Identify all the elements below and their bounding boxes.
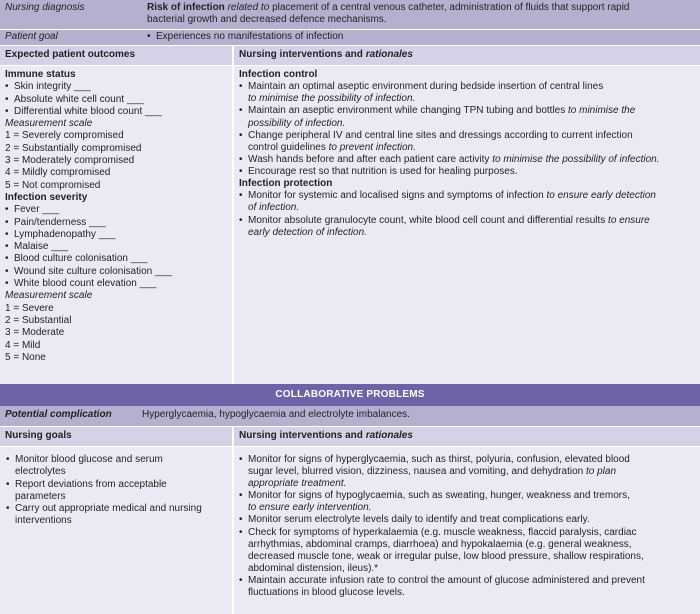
scale-item: 4 = Mild <box>5 339 41 351</box>
scale-item: 2 = Substantially compromised <box>5 142 142 154</box>
infection-control-title: Infection control <box>239 69 318 80</box>
list-item: • White blood count elevation ___ <box>5 278 227 290</box>
infection-protection-title: Infection protection <box>239 178 333 190</box>
list-item: • Wash hands before and after each patient care activity to minimise the possibility of infection. <box>239 154 695 166</box>
list-item: • Maintain an aseptic environment while changing TPN tubing and bottles to minimise the possibility of infection. <box>239 105 695 129</box>
scale-item: 1 = Severely compromised <box>5 130 124 142</box>
list-item: • Report deviations from acceptable parameters <box>6 479 227 504</box>
list-item: • Check for symptoms of hyperkalaemia (e.g. muscle weakness, flaccid paralysis, cardiac arrhythmias, abdominal cramps, diarrhoea) and hypokalaemia (e.g. general weakness, decreased muscle tone, weak or irregular pulse, low blood pressure, shallow respirations, abdominal distension, ileus).* <box>239 527 695 575</box>
list-item: • Wound site culture colonisation ___ <box>5 266 227 278</box>
list-item: • Differential white blood count ___ <box>5 106 227 118</box>
patient-goal-label: Patient goal <box>5 31 58 42</box>
collaborative-problems-title: COLLABORATIVE PROBLEMS <box>275 389 425 400</box>
table1-header-row <box>0 45 700 65</box>
list-item: • Carry out appropriate medical and nursing interventions <box>6 503 227 528</box>
collab-interventions-list <box>239 454 695 599</box>
potential-complication-text: Hyperglycaemia, hypoglycaemia and electrolyte imbalances. <box>142 409 410 420</box>
interventions-header: Nursing interventions and rationales <box>239 49 413 60</box>
infection-control-list <box>239 81 695 178</box>
nursing-diagnosis-text-line1: Risk of infection related to placement of a central venous catheter, administration of fluids that support rapid <box>147 2 630 13</box>
list-item: • Lymphadenopathy ___ <box>5 229 227 241</box>
immune-status-list <box>5 81 227 118</box>
list-item: • Monitor for signs of hypoglycaemia, such as sweating, hunger, weakness and tremors, to ensure early intervention. <box>239 490 695 514</box>
related-to: related to <box>227 2 270 13</box>
scale-item: 5 = Not compromised <box>5 179 101 191</box>
patient-goal-item: • Experiences no manifestations of infection <box>147 31 695 43</box>
list-item: • Skin integrity ___ <box>5 81 227 93</box>
list-item: • Fever ___ <box>5 204 227 216</box>
expected-outcomes-header: Expected patient outcomes <box>5 49 136 60</box>
nursing-goals-header: Nursing goals <box>5 430 72 441</box>
table1-body-row <box>0 65 700 384</box>
table2-body-row <box>0 446 700 614</box>
table2-header-row <box>0 426 700 446</box>
list-item: • Absolute white cell count ___ <box>5 94 227 106</box>
measurement-scale-title: Measurement scale <box>5 290 93 302</box>
list-item: • Maintain an optimal aseptic environment during bedside insertion of central lines to minimise the possibility of infection. <box>239 81 695 105</box>
list-item: • Malaise ___ <box>5 241 227 253</box>
nursing-goals-list <box>6 454 227 528</box>
collaborative-problems-banner <box>0 384 700 406</box>
scale-item: 2 = Substantial <box>5 314 72 326</box>
measurement-scale-title: Measurement scale <box>5 118 93 130</box>
nursing-goals-column <box>0 447 232 614</box>
list-item: • Monitor absolute granulocyte count, white blood cell count and differential results to ensure early detection of infection. <box>239 215 695 239</box>
potential-complication-row <box>0 406 700 426</box>
immune-status-title: Immune status <box>5 69 76 80</box>
infection-protection-list <box>239 190 695 238</box>
list-item: • Monitor for systemic and localised signs and symptoms of infection to ensure early detection of infection. <box>239 190 695 214</box>
list-item: • Maintain accurate infusion rate to control the amount of glucose administered and prevent fluctuations in blood glucose levels. <box>239 575 695 599</box>
list-item: • Monitor for signs of hyperglycaemia, such as thirst, polyuria, confusion, elevated blood sugar level, blurred vision, dizziness, nausea and vomiting, and dehydration to plan appropriate treatment. <box>239 454 695 490</box>
nursing-diagnosis-title: Risk of infection <box>147 2 225 13</box>
scale-item: 1 = Severe <box>5 302 54 314</box>
interventions-column <box>234 66 700 384</box>
scale-item: 3 = Moderate <box>5 327 65 339</box>
list-item: • Pain/tenderness ___ <box>5 217 227 229</box>
scale-item: 4 = Mildly compromised <box>5 167 111 179</box>
scale-item: 3 = Moderately compromised <box>5 155 135 167</box>
list-item: • Monitor serum electrolyte levels daily to identify and treat complications early. <box>239 514 695 526</box>
list-item: • Blood culture colonisation ___ <box>5 253 227 265</box>
infection-severity-title: Infection severity <box>5 191 88 203</box>
scale-item: 5 = None <box>5 351 46 363</box>
infection-severity-list <box>5 204 227 290</box>
nursing-diagnosis-row <box>0 0 700 29</box>
potential-complication-label: Potential complication <box>5 409 112 420</box>
collab-interventions-column <box>234 447 700 614</box>
list-item: • Monitor blood glucose and serum electrolytes <box>6 454 227 479</box>
nursing-diagnosis-label: Nursing diagnosis <box>5 2 85 13</box>
list-item: • Change peripheral IV and central line sites and dressings according to current infection control guidelines to prevent infection. <box>239 130 695 154</box>
expected-outcomes-column <box>0 66 232 384</box>
list-item: • Encourage rest so that nutrition is used for healing purposes. <box>239 166 695 178</box>
interventions-header: Nursing interventions and rationales <box>239 430 413 441</box>
nursing-diagnosis-text-line2: bacterial growth and decreased defence mechanisms. <box>147 14 387 26</box>
patient-goal-row <box>0 29 700 45</box>
